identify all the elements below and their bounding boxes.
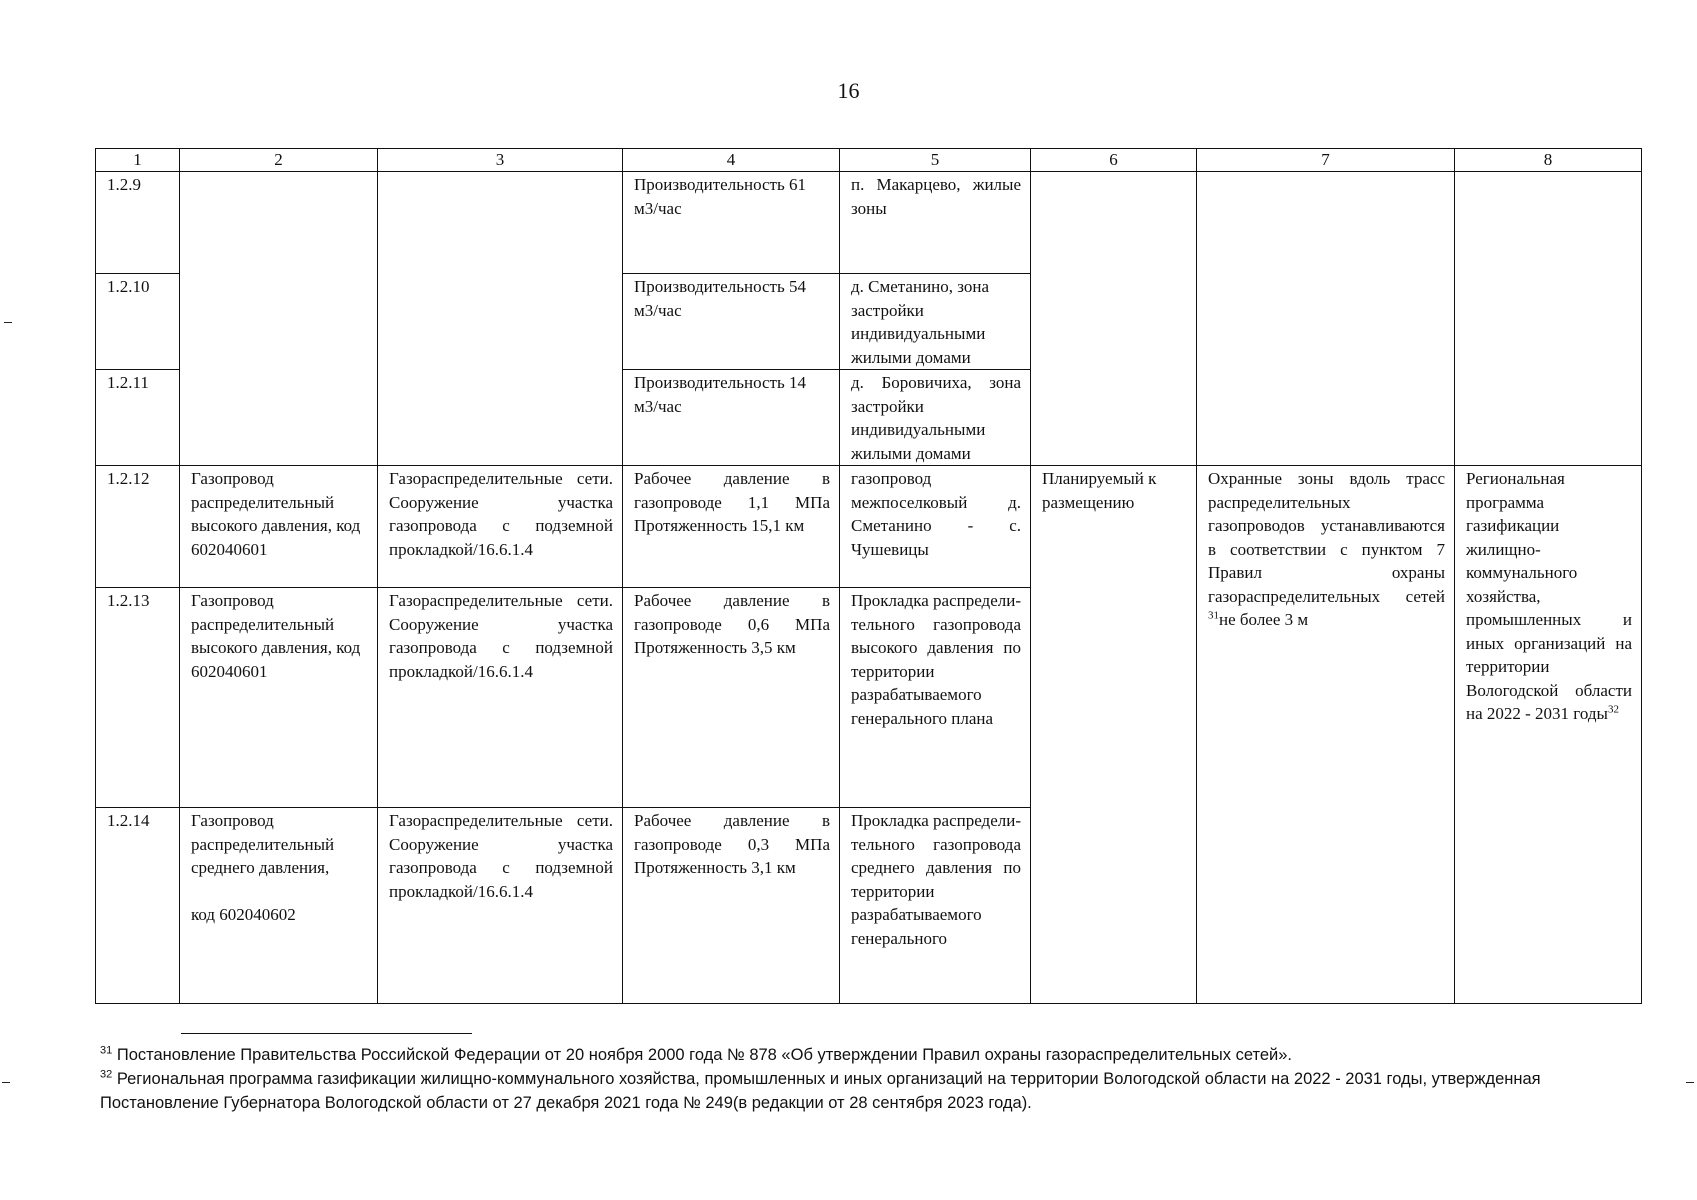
column-header: 7: [1197, 149, 1455, 172]
protection-zones-text: Охранные зоны вдоль трасс распределительных газопроводов устанавливаются в соответствии с пунктом 7 Правил охраны газораспределительных сетей: [1208, 469, 1445, 606]
row-number: 1.2.13: [96, 588, 180, 808]
cell-basis: [1455, 466, 1642, 1004]
empty-cell: [1031, 172, 1197, 466]
footnote-text: Постановление Правительства Российской Федерации от 20 ноября 2000 года № 878 «Об утверждении Правил охраны газораспределительных сетей».: [112, 1046, 1293, 1064]
object-code: код 602040602: [191, 904, 296, 924]
empty-cell: [1455, 172, 1642, 466]
cell-characteristics: Рабочее давление в газопроводе 0,6 МПа Протяженность 3,5 км: [623, 588, 840, 808]
page-number: 16: [837, 78, 860, 103]
footnote: [100, 1043, 1600, 1067]
row-number: 1.2.12: [96, 466, 180, 588]
column-header: 5: [840, 149, 1031, 172]
scan-edge-mark: [2, 1082, 10, 1083]
column-header: 4: [623, 149, 840, 172]
table-header-row: [96, 149, 1642, 172]
cell-characteristics: Рабочее давление в газопроводе 0,3 МПа Протяженность 3,1 км: [623, 808, 840, 1004]
cell-purpose: Газораспределительные сети. Сооружение участка газопровода с подземной прокладкой/16.6.1.4: [378, 808, 623, 1004]
protection-zones-tail: не более 3 м: [1219, 610, 1309, 629]
cell-location: д. Боровичиха, зона застройки индивидуальными жилыми домами: [840, 370, 1031, 466]
footnote-ref: 32: [1607, 703, 1619, 716]
footnote-text: Региональная программа газификации жилищно-коммунального хозяйства, промышленных и иных организаций на территории Вологодской области на 2022 - 2031 годы, утвержденная Постановление Губернатора Вологодской области от 27 декабря 2021 года № 249(в редакции от 28 сентября 2023 года).: [100, 1070, 1541, 1112]
cell-object-name: Газопровод распределительный высокого давления, код 602040601: [180, 466, 378, 588]
cell-status: Планируемый к размещению: [1031, 466, 1197, 1004]
row-number: 1.2.9: [96, 172, 180, 274]
cell-purpose: Газораспределительные сети. Сооружение участка газопровода с подземной прокладкой/16.6.1.4: [378, 588, 623, 808]
basis-text: Региональная программа газификации жилищно-коммунального хозяйства, промышленных и иных организаций на территории Вологодской области на 2022 - 2031 годы: [1466, 469, 1632, 723]
cell-location: п. Макарцево, жилые зоны: [840, 172, 1031, 274]
column-header: 8: [1455, 149, 1642, 172]
cell-characteristics: Производительность 54 м3/час: [623, 274, 840, 370]
table-row: [96, 466, 1642, 588]
data-table: [95, 148, 1642, 1004]
empty-cell: [1197, 172, 1455, 466]
cell-location: газопровод межпоселковый д. Сметанино - с. Чушевицы: [840, 466, 1031, 588]
cell-object-name: [180, 808, 378, 1004]
footnote-mark: 31: [100, 1044, 113, 1057]
empty-cell: [378, 172, 623, 466]
scan-edge-mark: [1686, 1082, 1694, 1083]
cell-purpose: Газораспределительные сети. Сооружение участка газопровода с подземной прокладкой/16.6.1.4: [378, 466, 623, 588]
cell-protection-zones: [1197, 466, 1455, 1004]
cell-characteristics: Производительность 14 м3/час: [623, 370, 840, 466]
table-row: [96, 172, 1642, 274]
footnote: [100, 1067, 1600, 1115]
cell-location: Прокладка распредели-тельного газопровода среднего давления по территории разрабатываемого генерального: [840, 808, 1031, 1004]
footnotes: [100, 1043, 1600, 1115]
empty-cell: [180, 172, 378, 466]
footnote-mark: 32: [100, 1068, 113, 1081]
cell-characteristics: Производительность 61 м3/час: [623, 172, 840, 274]
footnote-separator: [181, 1033, 472, 1034]
scan-edge-mark: [4, 322, 12, 323]
row-number: 1.2.11: [96, 370, 180, 466]
object-name-text: Газопровод распределительный среднего давления,: [191, 811, 335, 877]
footnote-ref: 31: [1208, 609, 1219, 622]
row-number: 1.2.14: [96, 808, 180, 1004]
column-header: 3: [378, 149, 623, 172]
cell-location: Прокладка распредели-тельного газопровода высокого давления по территории разрабатываемого генерального плана: [840, 588, 1031, 808]
row-number: 1.2.10: [96, 274, 180, 370]
column-header: 2: [180, 149, 378, 172]
cell-object-name: Газопровод распределительный высокого давления, код 602040601: [180, 588, 378, 808]
cell-location: д. Сметанино, зона застройки индивидуальными жилыми домами: [840, 274, 1031, 370]
column-header: 1: [96, 149, 180, 172]
cell-characteristics: Рабочее давление в газопроводе 1,1 МПа Протяженность 15,1 км: [623, 466, 840, 588]
column-header: 6: [1031, 149, 1197, 172]
